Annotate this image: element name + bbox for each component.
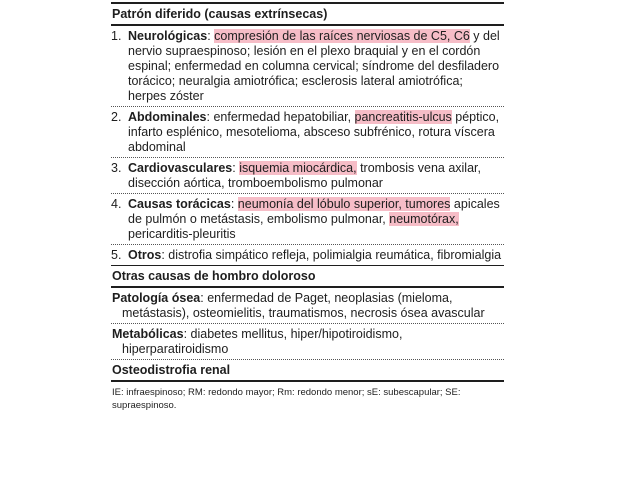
item-title: Abdominales [128,110,207,124]
list-item-patologia-osea [111,288,504,324]
item-colon: : [206,110,214,124]
section-heading-otras-causas: Otras causas de hombro doloroso [111,265,504,288]
item-colon: : [232,161,240,175]
list-item-metabolicas [111,324,504,360]
item-colon: : [207,29,215,43]
item-colon: : [200,291,208,305]
item-text: péptico, infarto esplénico, mesotelioma, absceso subfrénico, rotura víscera abdominal [128,110,500,154]
item-number: 1. [111,29,122,43]
list-item-neurologicas [111,26,504,107]
item-text: diabetes mellitus, hiper/hipotiroidismo, hiperparatiroidismo [122,327,403,356]
section-heading-osteodistrofia: Osteodistrofia renal [111,360,504,382]
highlighted-text: isquemia miocárdica, [239,161,357,175]
item-text: enfermedad de Paget, neoplasias (mieloma, metástasis), osteomielitis, traumatismos, necrosis ósea avascular [122,291,485,320]
item-number: 3. [111,161,122,175]
highlighted-text: neumonía del lóbulo superior, tumores [237,197,451,211]
list-item-abdominales [111,107,504,158]
item-number: 2. [111,110,122,124]
item-number: 5. [111,248,122,262]
list-item-otros [111,245,504,265]
item-title: Metabólicas [112,327,184,341]
highlighted-text: neumotórax, [389,212,459,226]
list-item-cardiovasculares [111,158,504,194]
item-title: Causas torácicas [128,197,231,211]
item-text: y del nervio supraespinoso; lesión en el plexo braquial y en el cordón espinal; enfermedad en columna cervical; síndrome del desfiladero torácico; neuralgia amiotrófica; esclerosis lateral amiotrófica; herpes zóster [128,29,500,103]
highlighted-text: compresión de las raíces nerviosas de C5, C6 [214,29,470,43]
item-title: Neurológicas [128,29,208,43]
item-title: Cardiovasculares [128,161,233,175]
item-colon: : [161,248,169,262]
item-text: distrofia simpático refleja, polimialgia reumática, fibromialgia [168,248,502,262]
item-number: 4. [111,197,122,211]
item-text: apicales de pulmón o metástasis, embolismo pulmonar, [128,197,500,226]
item-text: trombosis vena axilar, disección aórtica, tromboembolismo pulmonar [128,161,481,190]
table-footnote: IE: infraespinoso; RM: redondo mayor; Rm: redondo menor; sE: subescapular; SE: supraespinoso. [112,387,461,411]
item-colon: : [183,327,191,341]
item-colon: : [230,197,238,211]
list-item-causas-toracicas [111,194,504,245]
item-text: pericarditis-pleuritis [128,227,236,241]
highlighted-text: pancreatitis-ulcus [354,110,452,124]
causes-table [111,2,504,412]
item-title: Otros [128,248,162,262]
item-title: Patología ósea [112,291,201,305]
item-text: enfermedad hepatobiliar, [213,110,355,124]
section-heading-patron-diferido: Patrón diferido (causas extrínsecas) [111,4,504,26]
